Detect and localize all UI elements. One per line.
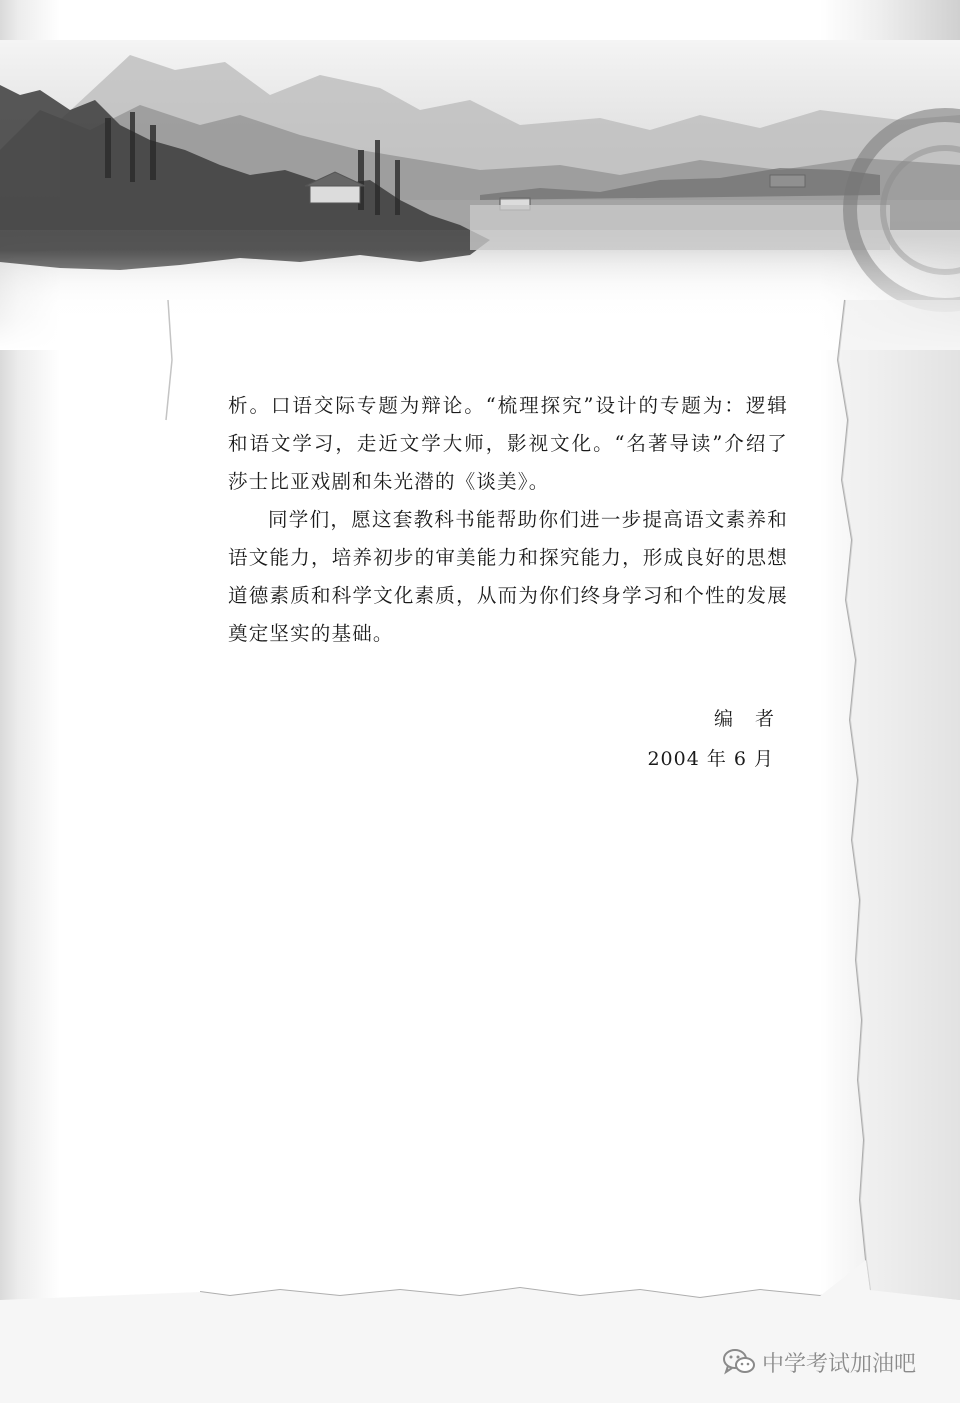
paragraph-2: 同学们，愿这套教科书能帮助你们进一步提高语文素养和语文能力，培养初步的审美能力和探究能力，形成良好的思想道德素质和科学文化素质，从而为你们终身学习和个性的发展奠定坚实的基础。	[228, 508, 788, 645]
signature-date: 2004 年 6 月	[647, 748, 774, 770]
signature-author: 编者	[713, 708, 796, 730]
paragraph-1: 析。口语交际专题为辩论。“梳理探究”设计的专题为：逻辑和语文学习，走近文学大师，影视文化。“名著导读”介绍了莎士比亚戏剧和朱光潜的《谈美》。	[228, 394, 788, 493]
wechat-watermark	[722, 1342, 916, 1382]
preface-text	[228, 387, 788, 653]
wechat-icon	[722, 1347, 756, 1377]
watermark-text: 中学考试加油吧	[762, 1351, 917, 1377]
